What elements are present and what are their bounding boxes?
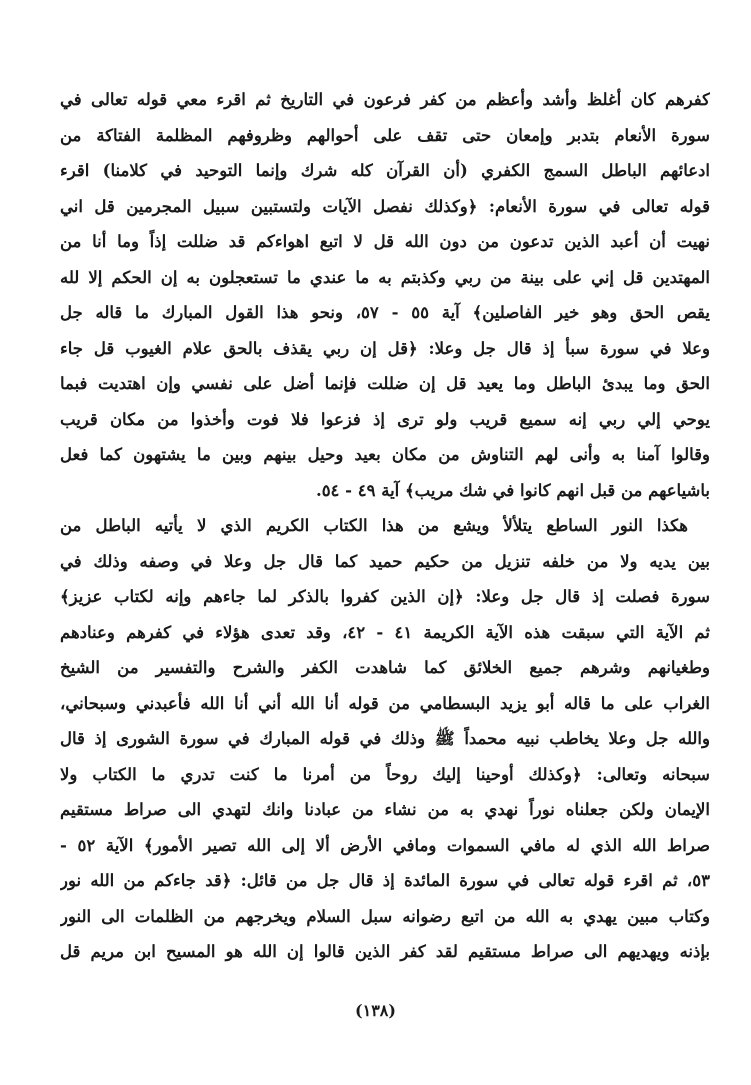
text-line: الحق وما يبدئ الباطل وما يعيد قل إن ضللت فإنما أضل على نفسي وإن اهتديت فبما (60, 374, 710, 393)
text-line: وكتاب مبين يهدي به الله من اتبع رضوانه سبل السلام ويخرجهم من الظلمات الى النور (60, 906, 710, 926)
text-line: الإيمان ولكن جعلناه نوراً نهدي به من نشاء من عبادنا وانك لتهدي الى صراط مستقيم (60, 800, 710, 819)
text-line: سبحانه وتعالى: ﴿وكذلك أوحينا إليك روحاً من أمرنا ما كنت تدري ما الكتاب ولا (60, 764, 710, 784)
text-line: قوله تعالى في سورة الأنعام: ﴿وكذلك نفصل الآيات ولتستبين سبيل المجرمين قل اني (60, 196, 710, 216)
text-line: ادعائهم الباطل السمج الكفري (أن القرآن كله شرك وإنما التوحيد في كلامنا) اقرء (60, 161, 710, 180)
text-line: باشياعهم من قبل انهم كانوا في شك مريب﴾ آية ٤٩ - ٥٤. (315, 480, 710, 500)
paragraph-1 (60, 82, 710, 508)
text-line: سورة الأنعام بتدبر وإمعان حتى تقف على أحوالهم وظروفهم المظلمة الفتاكة من (60, 125, 710, 145)
document-body (60, 82, 710, 970)
text-line: وقالوا آمنا به وأنى لهم التناوش من مكان بعيد وحيل بينهم وبين ما يشتهون كما فعل (60, 445, 710, 464)
text-line: كفرهم كان أغلظ وأشد وأعظم من كفر فرعون في التاريخ ثم اقرء معي قوله تعالى في (60, 90, 710, 109)
text-line: هكذا النور الساطع يتلألأ ويشع من هذا الكتاب الكريم الذي لا يأتيه الباطل من (60, 516, 688, 535)
text-line: نهيت أن أعبد الذين تدعون من دون الله قل لا اتبع اهواءكم قد ضللت إذاً وما أنا من (60, 232, 710, 251)
text-line: ٥٣، ثم اقرء قوله تعالى في سورة المائدة إذ قال جل من قائل: ﴿قد جاءكم من الله نور (60, 871, 710, 890)
text-line: وعلا في سورة سبأ إذ قال جل وعلا: ﴿قل إن ربي يقذف بالحق علام الغيوب قل جاء (60, 338, 710, 358)
text-line: صراط الله الذي له مافي السموات ومافي الأرض ألا إلى الله تصير الأمور﴾ الآية ٥٢ - (60, 835, 710, 855)
text-line: بين يديه ولا من خلفه تنزيل من حكيم حميد كما قال جل وعلا في وصفه وذلك في (60, 551, 710, 571)
text-line: يوحي إلي ربي إنه سميع قريب ولو ترى إذ فزعوا فلا فوت وأخذوا من مكان قريب (60, 409, 710, 429)
paragraph-2 (60, 508, 710, 970)
page-number: (١٣٨) (355, 1001, 396, 1020)
text-line: بإذنه ويهديهم الى صراط مستقيم لقد كفر الذين قالوا إن الله هو المسيح ابن مريم قل (60, 942, 710, 961)
text-line: وطغيانهم وشرهم جميع الخلائق كما شاهدت الكفر والشرح والتفسير من الشيخ (60, 658, 710, 677)
text-line: يقص الحق وهو خير الفاصلين﴾ آية ٥٥ - ٥٧، ونحو هذا القول المبارك ما قاله جل (60, 303, 710, 322)
text-line: الغراب على ما قاله أبو يزيد البسطامي من قوله أنا الله أني أنا الله فأعبدني وسبحاني، (60, 693, 710, 713)
text-line: سورة فصلت إذ قال جل وعلا: ﴿إن الذين كفروا بالذكر لما جاءهم وإنه لكتاب عزيز﴾ (60, 587, 710, 606)
text-line: والله جل وعلا يخاطب نبيه محمداً ﷺ وذلك في قوله المبارك في سورة الشورى إذ قال (60, 729, 710, 748)
text-line: ثم الآية التي سبقت هذه الآية الكريمة ٤١ - ٤٢، وقد تعدى هؤلاء في كفرهم وعنادهم (60, 622, 710, 642)
text-line: المهتدين قل إني على بينة من ربي وكذبتم به ما عندي ما تستعجلون به إن الحكم إلا لله (60, 267, 710, 287)
